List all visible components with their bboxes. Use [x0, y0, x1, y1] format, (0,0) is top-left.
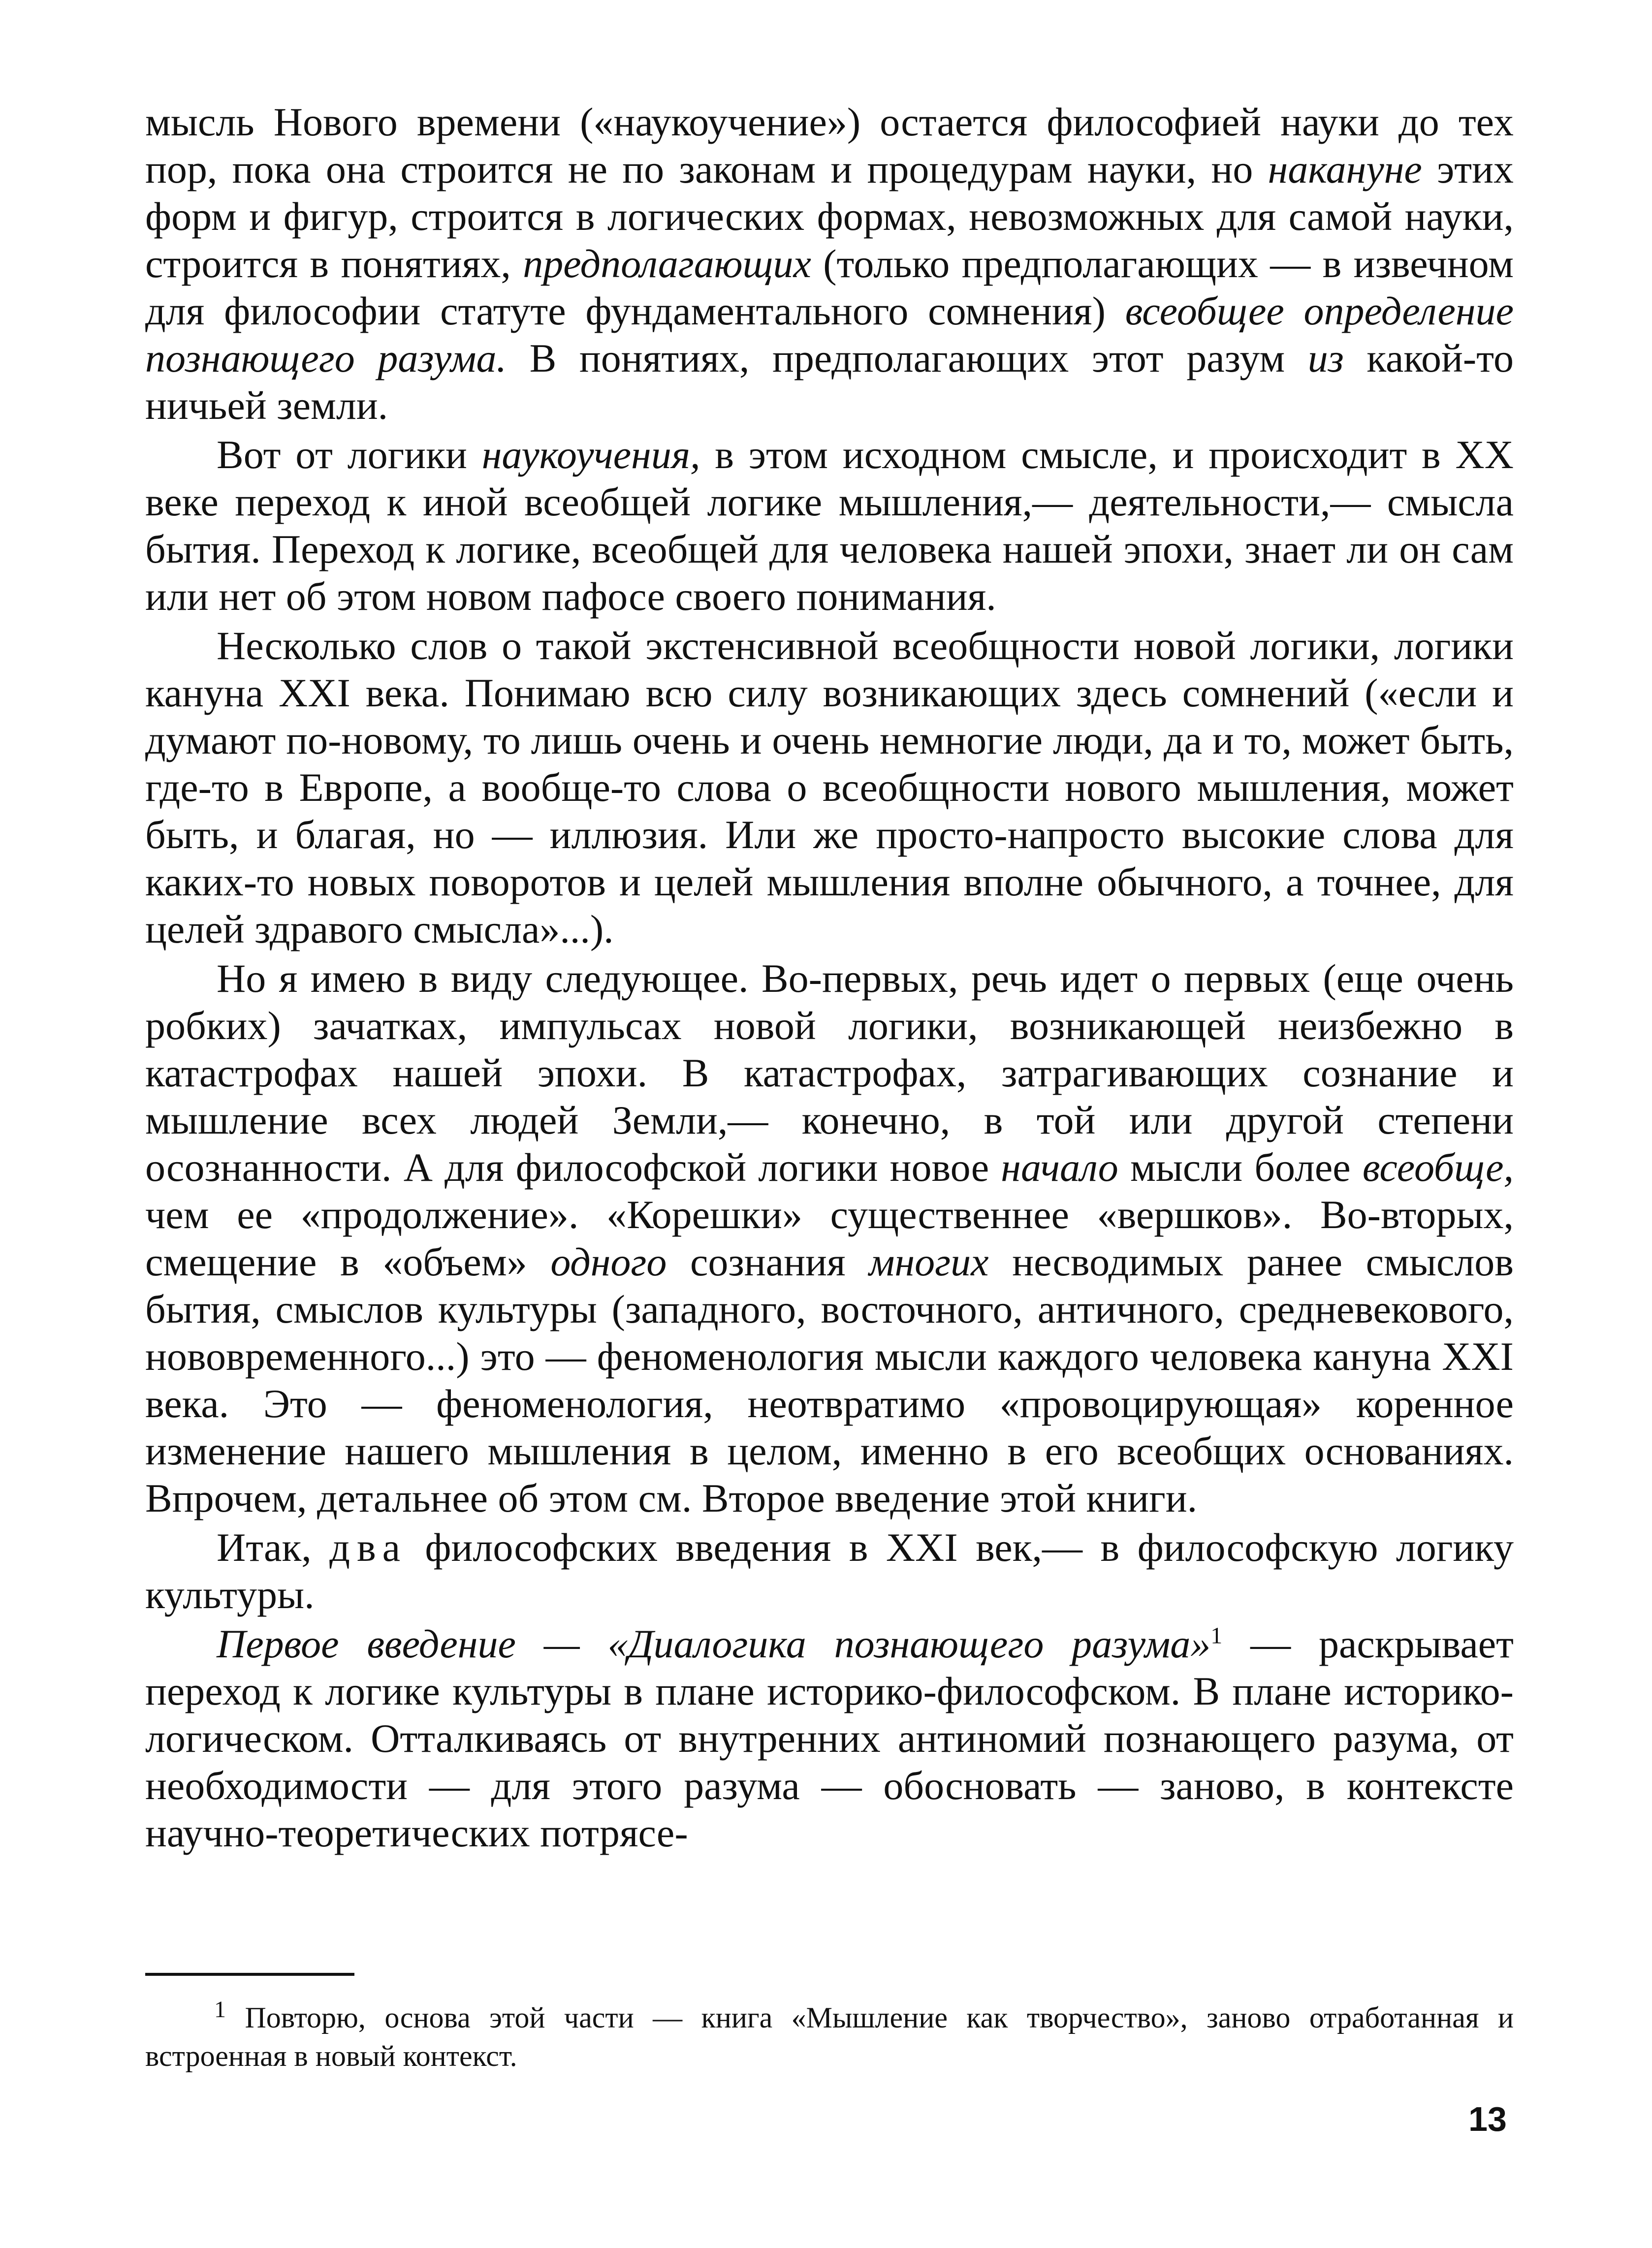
footnote-text: Повторю, основа этой части — книга «Мышление как творчество», заново отработанная и встроенная в новый контекст. [145, 2001, 1514, 2072]
text-run: мысли более [1118, 1145, 1363, 1190]
paragraph-3 [145, 622, 1514, 953]
italic-text: многих [869, 1239, 989, 1284]
text-run: — раскрывает переход к логике культуры в плане историко-философском. В плане историко-логическом. Отталкиваясь от внутренних антиномий познающего разума, от необходимости — для этого разума — обосновать — заново, в контексте научно-теоретических потрясе- [145, 1621, 1514, 1855]
paragraph-5 [145, 1524, 1514, 1618]
text-run: философских введения в XXI век,— в философскую логику культуры. [145, 1525, 1514, 1617]
footnote-separator [145, 1973, 354, 1976]
paragraph-1 [145, 98, 1514, 429]
text-run: этих форм и фигур, строится в логических формах, невозможных для самой науки, строится в понятиях, [145, 147, 1514, 286]
italic-text: из [1307, 336, 1344, 380]
italic-text: всеобщее определение познающего разума. [145, 288, 1514, 380]
text-run: несводимых ранее смыслов бытия, смыслов культуры (западного, восточного, античного, средневекового, нововременного...) это — феноменология мысли каждого человека кануна XXI века. Это — феноменология, неотвратимо «провоцирующая» коренное изменение нашего мышления в целом, именно в его всеобщих основаниях. Впрочем, детальнее об этом см. Второе введение этой книги. [145, 1239, 1514, 1520]
text-run: Несколько слов о такой экстенсивной всеобщности новой логики, логики кануна XXI века. Понимаю всю силу возникающих здесь сомнений («если и думают по-новому, то лишь очень и очень немногие люди, да и то, может быть, где-то в Европе, а вообще-то слова о всеобщности нового мышления, может быть, и благая, но — иллюзия. Или же просто-напросто высокие слова для каких-то новых поворотов и целей мышления вполне обычного, а точнее, для целей здравого смысла»...). [145, 623, 1514, 951]
text-run: два [329, 1525, 407, 1570]
page-number: 13 [1468, 2100, 1507, 2138]
text-run: Итак, [217, 1525, 330, 1570]
paragraph-2 [145, 431, 1514, 620]
text-run: мысль Нового времени («наукоучение») остается философией науки до тех пор, пока она строится не по законам и процедурам науки, но [145, 99, 1514, 191]
italic-text: всеобще, [1362, 1145, 1514, 1190]
text-run: сознания [667, 1239, 869, 1284]
italic-text: Первое введение — «Диалогика познающего разума» [217, 1621, 1211, 1666]
paragraph-6 [145, 1620, 1514, 1857]
text-run: Но я имею в виду следующее. Во-первых, речь идет о первых (еще очень робких) зачатках, импульсах новой логики, возникающей неизбежно в катастрофах нашей эпохи. В катастрофах, затрагивающих сознание и мышление всех людей Земли,— конечно, в той или другой степени осознанности. А для философской логики новое [145, 956, 1514, 1190]
text-run: чем ее «продолжение». «Корешки» существеннее «вершков». Во-вторых, смещение в «объем» [145, 1192, 1514, 1284]
paragraph-4 [145, 955, 1514, 1522]
text-run: В понятиях, предполагающих этот разум [506, 336, 1308, 380]
footnote-reference: 1 [1210, 1622, 1223, 1649]
text-run: какой-то ничьей земли. [145, 336, 1514, 428]
page-body [145, 98, 1514, 1857]
text-run: Вот от логики [217, 432, 482, 477]
footnote-marker: 1 [214, 1996, 226, 2023]
text-run: (только предполагающих — в извечном для философии статуте фундаментального сомнения) [145, 241, 1514, 333]
italic-text: наукоучения, [481, 432, 700, 477]
italic-text: одного [550, 1239, 667, 1284]
italic-text: предполагающих [523, 241, 811, 286]
italic-text: начало [1001, 1145, 1118, 1190]
text-run: в этом исходном смысле, и происходит в XX веке переход к иной всеобщей логике мышления,— деятельности,— смысла бытия. Переход к логике, всеобщей для человека нашей эпохи, знает ли он сам или нет об этом новом пафосе своего понимания. [145, 432, 1514, 619]
footnote [145, 1998, 1514, 2075]
italic-text: накануне [1268, 147, 1422, 191]
